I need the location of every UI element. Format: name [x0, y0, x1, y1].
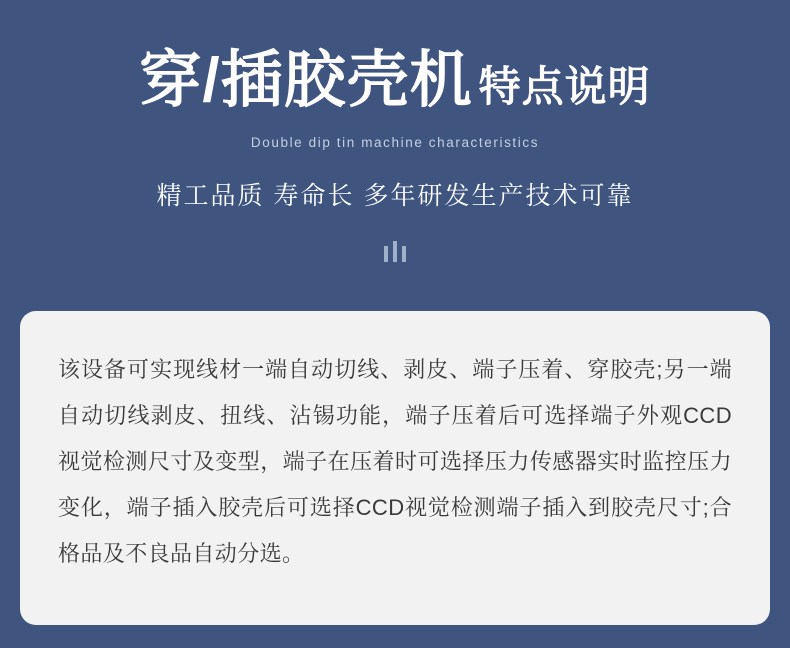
page-tagline: 精工品质 寿命长 多年研发生产技术可靠 — [156, 182, 634, 211]
divider-bar-right — [402, 246, 406, 262]
divider-bars — [0, 240, 790, 262]
divider-bar-left — [384, 246, 388, 262]
description-paragraph: 该设备可实现线材一端自动切线、剥皮、端子压着、穿胶壳;另一端自动切线剥皮、扭线、沾锡功能，端子压着后可选择端子外观CCD视觉检测尺寸及变型，端子在压着时可选择压力传感器实时监控压力变化，端子插入胶壳后可选择CCD视觉检测端子插入到胶壳尺寸;合格品及不良品自动分选。 — [58, 357, 732, 566]
description-card — [20, 311, 770, 625]
page-subtitle-english: Double dip tin machine characteristics — [250, 135, 540, 151]
page-title-sub: 特点说明 — [478, 63, 651, 110]
page-title-main: 穿/插胶壳机 — [139, 46, 473, 115]
divider-bar-center — [393, 241, 397, 262]
page-title — [0, 48, 790, 113]
page-header — [0, 0, 790, 212]
